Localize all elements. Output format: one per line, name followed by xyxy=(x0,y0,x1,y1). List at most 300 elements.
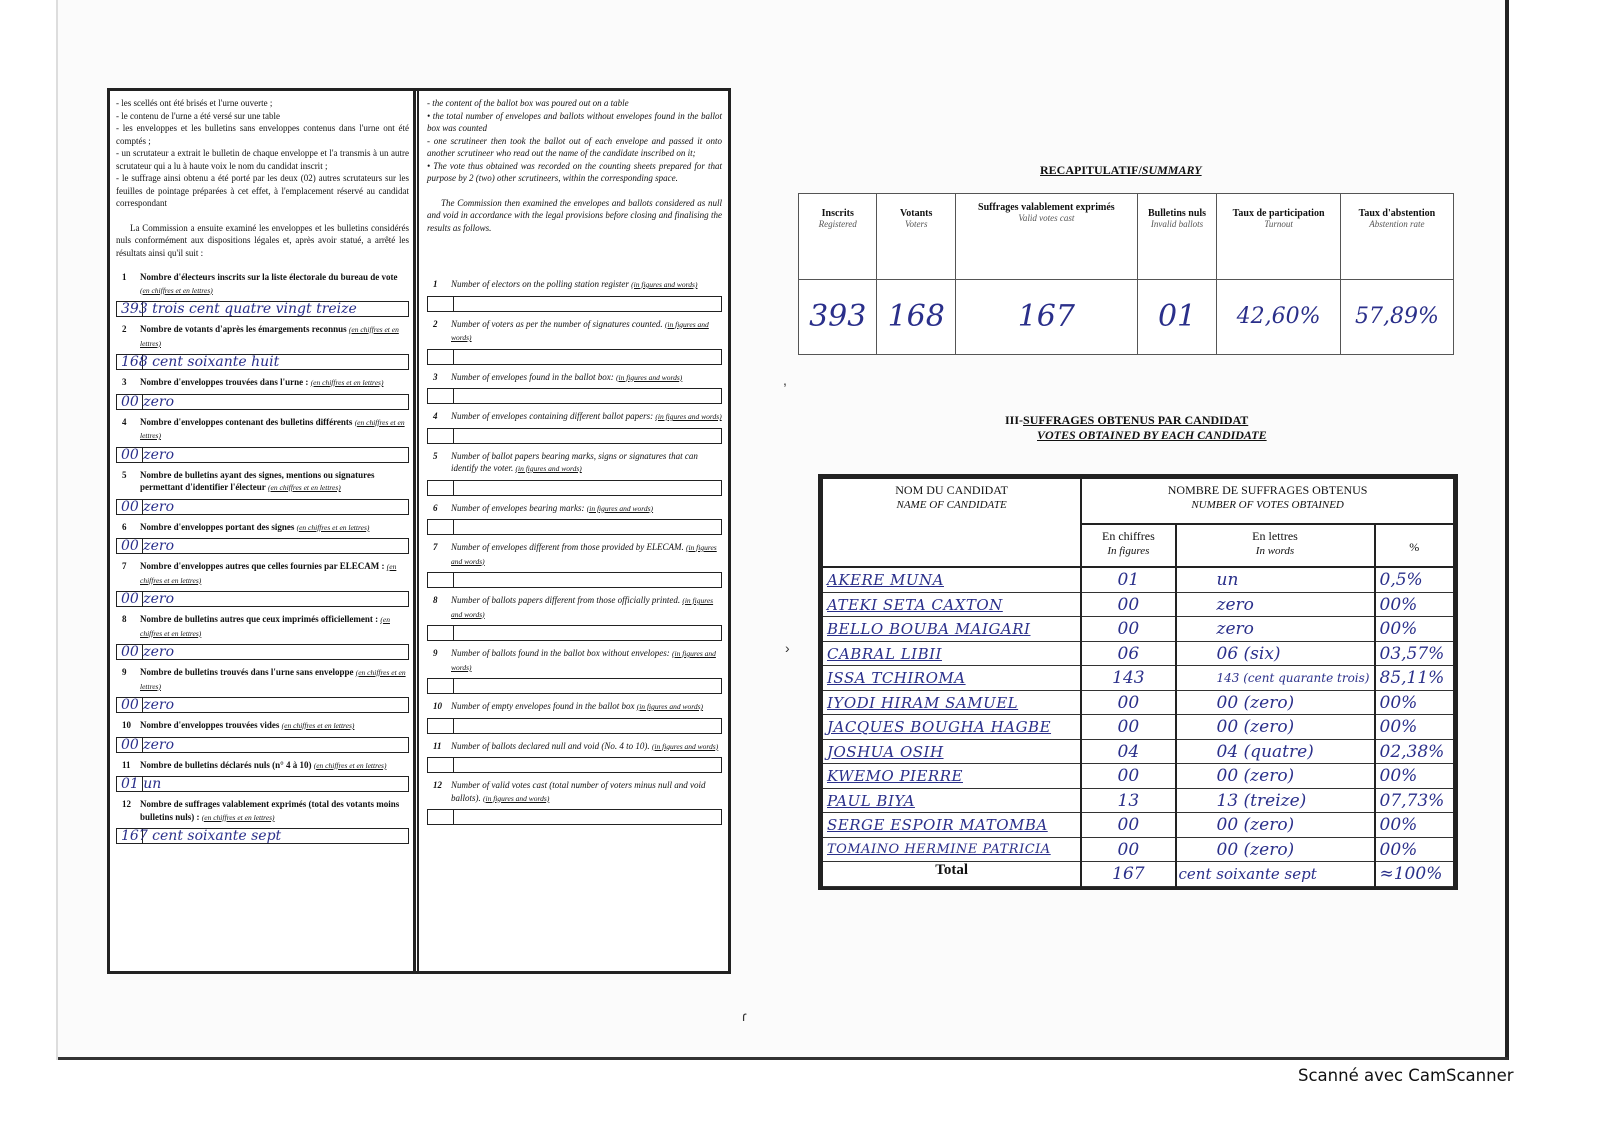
item-label: Nombre d'enveloppes portant des signes xyxy=(140,521,295,532)
item-label: Nombre d'enveloppes trouvées dans l'urne : xyxy=(140,377,309,387)
figures-cell[interactable] xyxy=(1081,764,1175,788)
figures-cell[interactable] xyxy=(1081,788,1175,812)
fr-answer-9[interactable] xyxy=(116,697,409,713)
french-column xyxy=(110,91,415,971)
col-en: Registered xyxy=(818,219,857,229)
item-label: Number of ballot papers bearing marks, signs or signatures that can identify the voter. xyxy=(451,450,698,473)
item-note: (in figures and words) xyxy=(451,319,709,342)
total-figures: 167 xyxy=(1112,864,1145,885)
votes-figures: 01 xyxy=(1117,570,1140,591)
item-number: 3 xyxy=(433,371,438,382)
candidate-name-cell[interactable] xyxy=(822,764,1081,788)
total-label: Total xyxy=(822,862,1081,887)
en-intro-line: • the total number of envelopes and ballots without envelopes found in the ballot box was counted xyxy=(427,110,722,133)
item-number: 10 xyxy=(433,701,442,711)
fr-intro-line: - le contenu de l'urne a été versé sur une table xyxy=(116,110,281,121)
item-label: Number of envelopes found in the ballot box: xyxy=(451,371,614,382)
en-item-1 xyxy=(427,278,722,292)
fr-item-2 xyxy=(116,323,409,350)
en-item-11 xyxy=(427,740,722,754)
item-label: Number of ballots found in the ballot box without envelopes: xyxy=(451,648,670,658)
votes-figures: 00 xyxy=(1117,692,1140,713)
candidate-name-cell[interactable] xyxy=(822,617,1081,641)
figures-cell[interactable] xyxy=(1081,837,1175,861)
candidate-name-cell[interactable] xyxy=(822,567,1081,592)
figures-cell[interactable] xyxy=(1081,593,1175,617)
candidate-name: JOSHUA OSIH xyxy=(827,742,944,761)
candidate-name: IYODI HIRAM SAMUEL xyxy=(827,693,1019,712)
scan-speck: , xyxy=(783,372,787,388)
figures-cell[interactable] xyxy=(1081,690,1175,714)
item-label: Nombre de suffrages valablement exprimés (total des votants moins bulletins nuls) : xyxy=(140,799,400,822)
item-number: 8 xyxy=(433,595,438,605)
en-item-2 xyxy=(427,318,722,345)
total-figures-cell[interactable] xyxy=(1081,862,1175,887)
handwritten-answer: 00 zero xyxy=(121,736,175,753)
pct-cell[interactable] xyxy=(1375,617,1455,641)
en-answer-10[interactable] xyxy=(427,718,722,734)
handwritten-value: 168 xyxy=(887,299,945,334)
pct-cell[interactable] xyxy=(1375,813,1455,837)
votes-words: 143 (cent quarante trois) xyxy=(1216,671,1370,686)
en-item-3 xyxy=(427,371,722,385)
total-pct-cell[interactable] xyxy=(1375,862,1455,887)
section-title-fr: SUFFRAGES OBTENUS PAR CANDIDAT xyxy=(1023,413,1249,427)
camscanner-watermark: Scanné avec CamScanner xyxy=(1298,1066,1514,1085)
summary-header-row xyxy=(799,194,1454,280)
votes-pct: 03,57% xyxy=(1379,643,1445,664)
en-item-4 xyxy=(427,410,722,424)
fr-item-11 xyxy=(116,759,409,773)
summary-value-voters[interactable] xyxy=(877,280,955,355)
figures-cell[interactable] xyxy=(1081,666,1175,690)
en-item-8 xyxy=(427,594,722,621)
words-cell[interactable] xyxy=(1176,788,1375,812)
item-label: Nombre de bulletins déclarés nuls (n° 4 à 10) xyxy=(140,759,312,770)
en-answer-3[interactable] xyxy=(427,388,722,404)
item-number: 9 xyxy=(122,667,127,677)
fr-answer-10[interactable] xyxy=(116,737,409,753)
section-title-en: VOTES OBTAINED BY EACH CANDIDATE xyxy=(1037,428,1267,442)
candidate-name-cell[interactable] xyxy=(822,813,1081,837)
candidate-row xyxy=(822,837,1454,861)
candidate-name-cell[interactable] xyxy=(822,837,1081,861)
summary-value-registered[interactable] xyxy=(799,280,877,355)
item-note: (en chiffres et en lettres) xyxy=(313,760,387,770)
scan-speck: ɾ xyxy=(742,1008,747,1024)
candidate-name-cell[interactable] xyxy=(822,739,1081,763)
candidate-name-cell[interactable] xyxy=(822,788,1081,812)
item-note: (en chiffres et en lettres) xyxy=(296,522,370,532)
votes-pct: 0,5% xyxy=(1379,570,1423,591)
header-fr: NOMBRE DE SUFFRAGES OBTENUS xyxy=(1167,483,1368,497)
votes-words: 13 (treize) xyxy=(1216,790,1307,811)
header-en: NUMBER OF VOTES OBTAINED xyxy=(1191,499,1344,511)
header-votes-obtained xyxy=(1081,478,1454,524)
votes-pct: 00% xyxy=(1379,717,1418,738)
fr-item-7 xyxy=(116,560,409,587)
candidate-row xyxy=(822,593,1454,617)
votes-words: 00 (zero) xyxy=(1216,717,1295,738)
votes-words: 00 (zero) xyxy=(1216,815,1295,836)
handwritten-answer: 00 zero xyxy=(121,446,175,463)
en-answer-1[interactable] xyxy=(427,296,722,312)
votes-words: 00 (zero) xyxy=(1216,692,1295,713)
item-note: (en chiffres et en lettres) xyxy=(140,417,405,440)
votes-pct: 02,38% xyxy=(1379,741,1445,762)
header-in-figures xyxy=(1081,524,1175,568)
words-cell[interactable] xyxy=(1176,813,1375,837)
item-note: (in figures and words) xyxy=(483,793,550,803)
summary-value-turnout[interactable] xyxy=(1217,280,1341,355)
col-fr: Inscrits xyxy=(821,208,854,219)
en-item-6 xyxy=(427,502,722,516)
total-words: cent soixante sept xyxy=(1178,865,1317,884)
item-label: Number of envelopes containing different ballot papers: xyxy=(451,411,654,421)
fr-item-9 xyxy=(116,666,409,693)
item-note: (in figures and words) xyxy=(451,543,717,566)
votes-words: 06 (six) xyxy=(1216,643,1281,664)
item-label: Nombre de bulletins autres que ceux imprimés officiellement : xyxy=(140,614,379,624)
en-intro-paragraph: The Commission then examined the envelopes and ballots considered as null and void in accordance with the legal provisions before closing and finalising the results as follows. xyxy=(427,197,722,233)
candidate-row xyxy=(822,690,1454,714)
pct-cell[interactable] xyxy=(1375,666,1455,690)
candidate-name: ATEKI SETA CAXTON xyxy=(827,595,1003,614)
votes-figures: 00 xyxy=(1117,619,1140,640)
en-answer-11[interactable] xyxy=(427,757,722,773)
item-label: Number of electors on the polling station register xyxy=(451,279,629,289)
candidate-name-cell[interactable] xyxy=(822,715,1081,739)
fr-item-4 xyxy=(116,416,409,443)
candidate-name: ISSA TCHIROMA xyxy=(827,669,966,688)
handwritten-value: 57,89% xyxy=(1354,304,1439,329)
fr-answer-11[interactable] xyxy=(116,776,409,792)
item-note: (in figures and words) xyxy=(631,280,698,289)
item-label: Nombre de bulletins trouvés dans l'urne sans enveloppe xyxy=(140,667,354,677)
en-answer-7[interactable] xyxy=(427,572,722,588)
item-number: 7 xyxy=(433,542,438,552)
pct-cell[interactable] xyxy=(1375,567,1455,592)
item-note: (in figures and words) xyxy=(655,412,722,421)
figures-cell[interactable] xyxy=(1081,617,1175,641)
votes-pct: 00% xyxy=(1379,766,1418,787)
candidate-name: KWEMO PIERRE xyxy=(827,767,963,786)
fr-item-3 xyxy=(116,376,409,390)
fr-intro-paragraph: La Commission a ensuite examiné les enveloppes et les bulletins considérés nuls conformément aux dispositions légales et, après avoir statué, a arrêté les résultats ainsi qu'il suit : xyxy=(116,222,409,258)
handwritten-value: 01 xyxy=(1157,299,1197,334)
candidate-name: AKERE MUNA xyxy=(827,571,944,590)
figures-cell[interactable] xyxy=(1081,715,1175,739)
votes-figures: 13 xyxy=(1117,790,1140,811)
pct-cell[interactable] xyxy=(1375,690,1455,714)
item-note: (in figures and words) xyxy=(451,649,716,672)
votes-words: 00 (zero) xyxy=(1216,766,1295,787)
votes-words: 00 (zero) xyxy=(1216,839,1295,860)
item-label: Number of envelopes bearing marks: xyxy=(451,502,585,513)
item-number: 2 xyxy=(122,324,127,334)
col-en: Voters xyxy=(904,219,928,229)
summary-col-abstention xyxy=(1340,194,1453,280)
item-number: 4 xyxy=(122,416,127,427)
candidate-name: CABRAL LIBII xyxy=(827,644,942,663)
en-intro-line: - one scrutineer then took the ballot out of each envelope and passed it onto another scrutineer who read out the name of the candidate inscribed on it; xyxy=(427,135,722,158)
item-note: (in figures and words) xyxy=(515,464,582,473)
votes-words: zero xyxy=(1216,594,1254,615)
item-number: 5 xyxy=(433,450,438,461)
item-label: Number of envelopes different from those provided by ELECAM. xyxy=(451,542,684,552)
fr-answer-7[interactable] xyxy=(116,591,409,607)
col-fr: Suffrages valablement exprimés xyxy=(978,202,1115,213)
item-label: Number of ballots papers different from those officially printed. xyxy=(451,595,681,605)
fr-answer-1[interactable] xyxy=(116,301,409,317)
words-cell[interactable] xyxy=(1176,837,1375,861)
en-item-12 xyxy=(427,779,722,805)
en-answer-8[interactable] xyxy=(427,625,722,641)
candidate-row xyxy=(822,739,1454,763)
votes-figures: 143 xyxy=(1112,668,1145,689)
item-label: Number of empty envelopes found in the ballot box xyxy=(451,701,635,711)
summary-col-turnout xyxy=(1217,194,1341,280)
summary-value-valid-votes[interactable] xyxy=(955,280,1137,355)
en-intro-line: - the content of the ballot box was poured out on a table xyxy=(427,98,629,108)
en-item-9 xyxy=(427,647,722,674)
fr-answer-4[interactable] xyxy=(116,447,409,463)
handwritten-answer: 00 zero xyxy=(121,393,175,410)
fr-answer-8[interactable] xyxy=(116,644,409,660)
item-number: 9 xyxy=(433,648,438,658)
fr-item-1 xyxy=(116,271,409,297)
votes-figures: 00 xyxy=(1117,594,1140,615)
en-intro xyxy=(427,97,722,234)
item-note: (en chiffres et en lettres) xyxy=(140,325,399,348)
candidate-name: BELLO BOUBA MAIGARI xyxy=(827,620,1031,639)
item-note: (en chiffres et en lettres) xyxy=(281,721,355,730)
handwritten-value: 393 xyxy=(809,299,867,334)
votes-pct: 00% xyxy=(1379,815,1418,836)
fr-item-6 xyxy=(116,521,409,535)
handwritten-answer: 00 zero xyxy=(121,498,175,515)
item-note: (en chiffres et en lettres) xyxy=(268,483,341,492)
handwritten-answer: 168 cent soixante huit xyxy=(121,354,280,370)
item-note: (en chiffres et en lettres) xyxy=(140,285,213,295)
item-label: Number of valid votes cast (total number of voters minus null and void ballots). xyxy=(451,780,706,803)
item-label: Number of ballots declared null and void (No. 4 to 10). xyxy=(451,740,650,751)
total-pct: ≈100% xyxy=(1379,864,1443,885)
votes-pct: 00% xyxy=(1379,594,1418,615)
en-intro-line: • The vote thus obtained was recorded on the counting sheets prepared for that purpose by 2 (two) other scrutineers, within the corresponding space. xyxy=(427,160,722,183)
handwritten-answer: 393 trois cent quatre vingt treize xyxy=(121,301,357,317)
candidate-row xyxy=(822,764,1454,788)
handwritten-value: 167 xyxy=(1017,299,1075,334)
candidate-name-cell[interactable] xyxy=(822,666,1081,690)
en-answer-9[interactable] xyxy=(427,678,722,694)
handwritten-answer: 01 un xyxy=(121,776,162,792)
pct-cell[interactable] xyxy=(1375,593,1455,617)
item-note: (en chiffres et en lettres) xyxy=(140,562,397,585)
item-number: 2 xyxy=(433,318,438,329)
figures-cell[interactable] xyxy=(1081,567,1175,592)
fr-intro-line: - un scrutateur a extrait le bulletin de chaque enveloppe et l'a transmis à un autre scrutateur qui a lu à haute voix le nom du candidat inscrit ; xyxy=(116,148,409,171)
fr-answer-3[interactable] xyxy=(116,394,409,410)
candidate-name: PAUL BIYA xyxy=(827,791,915,810)
words-cell[interactable] xyxy=(1176,715,1375,739)
item-number: 4 xyxy=(433,411,438,421)
header-fr: NOM DU CANDIDAT xyxy=(895,483,1008,497)
total-words-cell[interactable] xyxy=(1176,862,1375,887)
en-answer-5[interactable] xyxy=(427,480,722,496)
pct-cell[interactable] xyxy=(1375,764,1455,788)
item-note: (in figures and words) xyxy=(636,702,704,711)
en-answer-12[interactable] xyxy=(427,809,722,825)
candidate-row xyxy=(822,641,1454,665)
summary-col-invalid xyxy=(1137,194,1217,280)
col-en: Valid votes cast xyxy=(1018,213,1075,223)
col-fr: Bulletins nuls xyxy=(1147,208,1207,219)
candidate-name-cell[interactable] xyxy=(822,690,1081,714)
candidate-name: SERGE ESPOIR MATOMBA xyxy=(827,816,1048,835)
fr-answer-5[interactable] xyxy=(116,499,409,515)
item-number: 5 xyxy=(122,469,127,480)
item-note: (en chiffres et en lettres) xyxy=(310,378,384,387)
header-fr: En lettres xyxy=(1252,528,1298,543)
header-fr: En chiffres xyxy=(1101,528,1155,543)
col-fr: Votants xyxy=(899,208,933,219)
item-number: 7 xyxy=(122,561,127,571)
en-answer-6[interactable] xyxy=(427,519,722,535)
column-divider xyxy=(413,91,419,971)
col-en: Invalid ballots xyxy=(1150,219,1204,229)
handwritten-answer: 167 cent soixante sept xyxy=(121,828,282,844)
en-item-7 xyxy=(427,541,722,568)
fr-answer-6[interactable] xyxy=(116,538,409,554)
summary-value-row xyxy=(799,280,1454,355)
en-items xyxy=(427,278,722,825)
item-note: (en chiffres et en lettres) xyxy=(201,812,275,822)
item-number: 11 xyxy=(122,759,131,770)
item-label: Nombre de votants d'après les émargements reconnus xyxy=(140,324,347,334)
handwritten-value: 42,60% xyxy=(1236,304,1321,329)
candidate-name-cell[interactable] xyxy=(822,593,1081,617)
header-pct: % xyxy=(1409,540,1420,555)
en-answer-4[interactable] xyxy=(427,428,722,444)
item-number: 1 xyxy=(433,279,438,289)
item-number: 6 xyxy=(122,521,127,532)
candidate-name-cell[interactable] xyxy=(822,641,1081,665)
col-fr: Taux d'abstention xyxy=(1358,208,1436,219)
summary-col-valid-votes xyxy=(955,194,1137,280)
pct-cell[interactable] xyxy=(1375,715,1455,739)
fr-item-5 xyxy=(116,469,409,495)
summary-col-registered xyxy=(799,194,877,280)
words-cell[interactable] xyxy=(1176,593,1375,617)
col-fr: Taux de participation xyxy=(1232,208,1325,219)
pct-cell[interactable] xyxy=(1375,788,1455,812)
item-number: 12 xyxy=(433,780,442,790)
words-cell[interactable] xyxy=(1176,567,1375,592)
votes-pct: 07,73% xyxy=(1379,790,1445,811)
summary-title xyxy=(1040,163,1202,178)
handwritten-answer: 00 zero xyxy=(121,591,175,607)
words-cell[interactable] xyxy=(1176,764,1375,788)
figures-cell[interactable] xyxy=(1081,813,1175,837)
item-number: 8 xyxy=(122,614,127,624)
fr-intro xyxy=(116,97,409,259)
votes-figures: 00 xyxy=(1117,766,1140,787)
handwritten-answer: 00 zero xyxy=(121,538,175,554)
item-note: (in figures and words) xyxy=(451,596,714,619)
candidates-header-row xyxy=(822,478,1454,524)
fr-item-8 xyxy=(116,613,409,640)
item-label: Number of voters as per the number of signatures counted. xyxy=(451,318,663,329)
item-note: (en chiffres et en lettres) xyxy=(140,668,406,691)
summary-value-invalid[interactable] xyxy=(1137,280,1217,355)
section-number: III- xyxy=(1005,413,1024,427)
en-item-5 xyxy=(427,450,722,476)
words-cell[interactable] xyxy=(1176,739,1375,763)
item-number: 6 xyxy=(433,502,438,513)
candidate-row xyxy=(822,813,1454,837)
counting-report-form xyxy=(107,88,731,974)
item-note: (in figures and words) xyxy=(615,372,683,382)
votes-words: 04 (quatre) xyxy=(1216,741,1314,762)
item-label: Nombre d'électeurs inscrits sur la liste électorale du bureau de vote xyxy=(140,272,398,282)
handwritten-answer: 00 zero xyxy=(121,697,175,713)
summary-title-fr: RECAPITULATIF/ xyxy=(1040,163,1142,177)
fr-item-10 xyxy=(116,719,409,733)
votes-pct: 00% xyxy=(1379,839,1418,860)
votes-words: zero xyxy=(1216,619,1254,640)
summary-table xyxy=(798,193,1454,355)
fr-answer-2[interactable] xyxy=(116,354,409,370)
item-note: (en chiffres et en lettres) xyxy=(140,615,390,638)
votes-words: un xyxy=(1216,570,1239,591)
words-cell[interactable] xyxy=(1176,666,1375,690)
item-label: Nombre de bulletins ayant des signes, mentions ou signatures permettant d'identifier l'électeur xyxy=(140,469,375,492)
pct-cell[interactable] xyxy=(1375,739,1455,763)
col-en: Turnout xyxy=(1264,219,1293,229)
words-cell[interactable] xyxy=(1176,617,1375,641)
fr-intro-line: - le suffrage ainsi obtenu a été porté par les deux (02) autres scrutateurs sur les feuilles de pointage préparées à cet effet, à l'emplacement réservé au candidat correspondant xyxy=(116,173,409,208)
en-answer-2[interactable] xyxy=(427,349,722,365)
votes-pct: 85,11% xyxy=(1379,668,1445,689)
pct-cell[interactable] xyxy=(1375,837,1455,861)
votes-figures: 04 xyxy=(1117,741,1140,762)
votes-figures: 00 xyxy=(1117,815,1140,836)
scan-speck: › xyxy=(785,640,790,656)
summary-col-voters xyxy=(877,194,955,280)
item-number: 12 xyxy=(122,799,131,809)
item-label: Nombre d'enveloppes trouvées vides xyxy=(140,720,280,730)
candidate-row xyxy=(822,617,1454,641)
english-column xyxy=(421,91,728,971)
header-in-words xyxy=(1176,524,1375,568)
words-cell[interactable] xyxy=(1176,690,1375,714)
scan-edge-bottom xyxy=(58,1057,1508,1060)
pct-cell[interactable] xyxy=(1375,641,1455,665)
words-cell[interactable] xyxy=(1176,641,1375,665)
votes-figures: 00 xyxy=(1117,839,1140,860)
candidate-name: TOMAINO HERMINE PATRICIA xyxy=(827,841,1051,857)
summary-value-abstention[interactable] xyxy=(1340,280,1453,355)
item-number: 3 xyxy=(122,377,127,387)
figures-cell[interactable] xyxy=(1081,641,1175,665)
item-label: Nombre d'enveloppes contenant des bulletins différents xyxy=(140,416,353,427)
fr-answer-12[interactable] xyxy=(116,828,409,844)
figures-cell[interactable] xyxy=(1081,739,1175,763)
header-en: In figures xyxy=(1107,544,1150,557)
summary-title-en: SUMMARY xyxy=(1141,163,1202,177)
item-label: Nombre d'enveloppes autres que celles fournies par ELECAM : xyxy=(140,561,385,571)
